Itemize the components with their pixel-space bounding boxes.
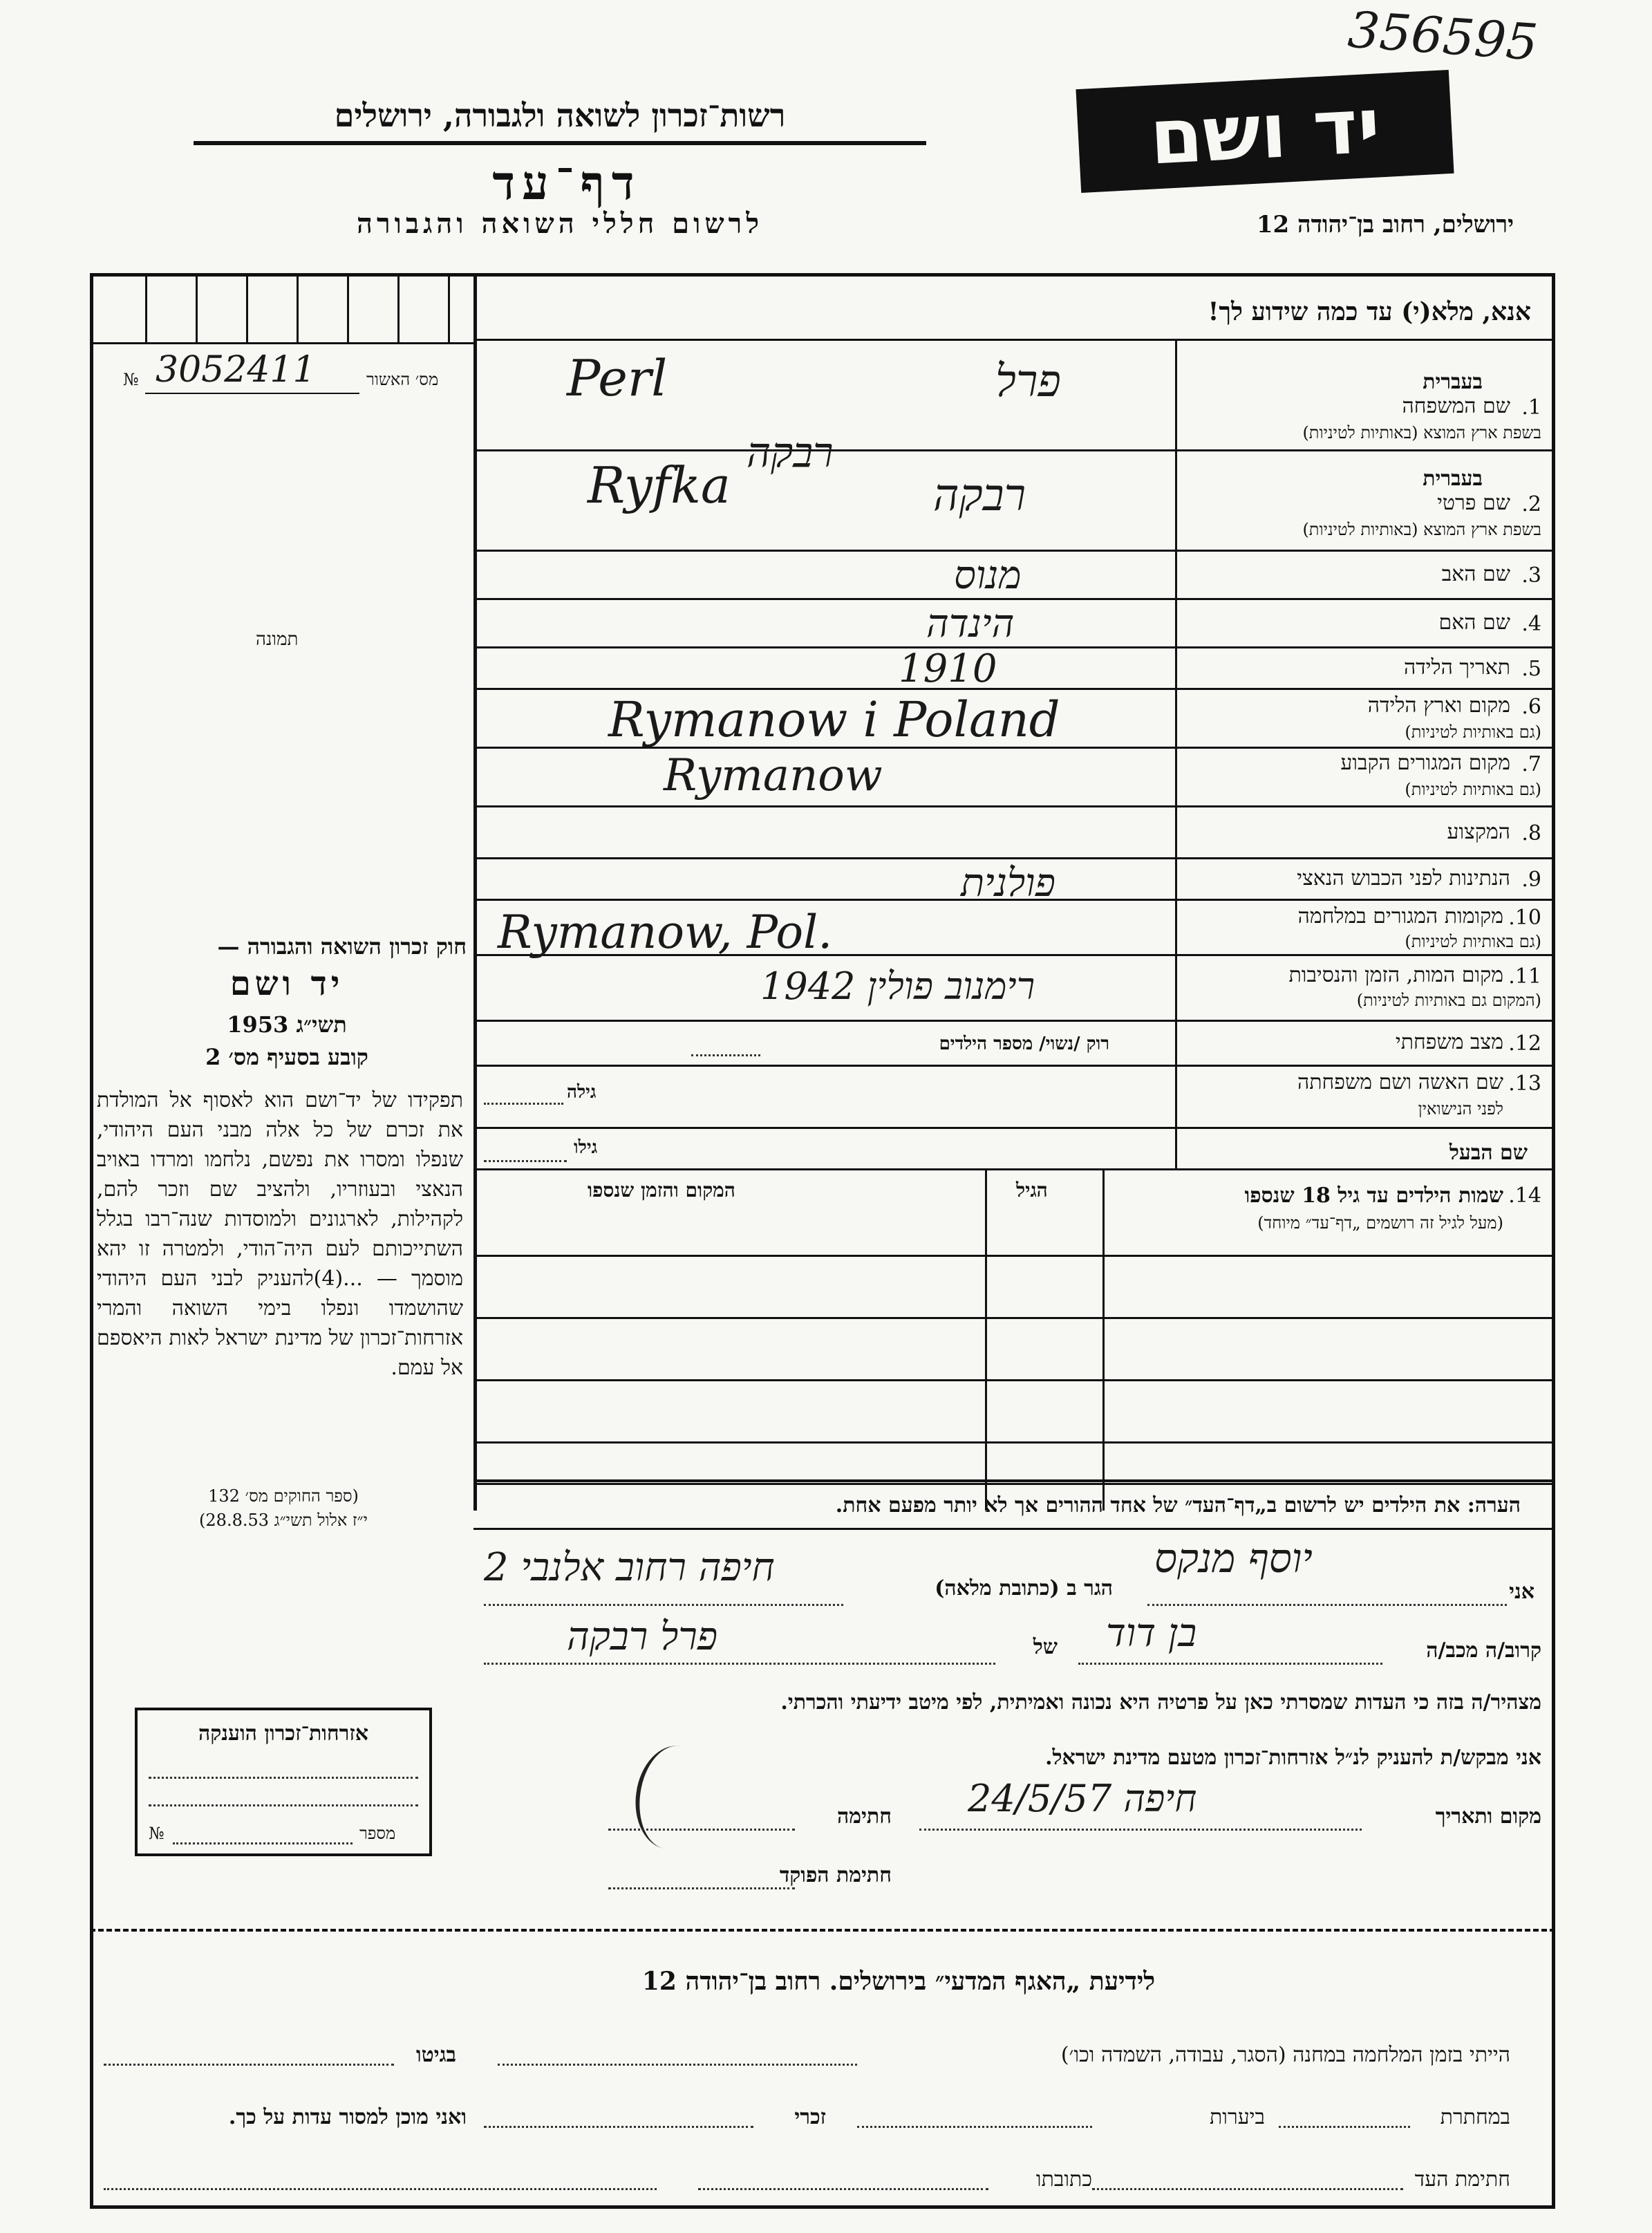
children-row-1 xyxy=(473,1255,1555,1257)
footer-testimony-label: ואני מוכן למסור עדות על כך. xyxy=(228,2105,467,2129)
field-11-num: 11. xyxy=(1508,964,1541,989)
citizenship-line-1 xyxy=(149,1777,418,1779)
field-1-lang: בעברית xyxy=(1423,370,1483,394)
field-1-label: שם המשפחה xyxy=(1402,394,1510,418)
field-12-label: מצב משפחתי xyxy=(1395,1030,1503,1054)
field-12-value: רוק /נשוי/ מספר הילדים xyxy=(939,1034,1109,1054)
field-13-sub: לפני הנישואין xyxy=(1418,1099,1503,1119)
citizenship-number-line xyxy=(173,1842,353,1844)
field-9-label: הנתינות לפני הכבוש הנאצי xyxy=(1297,866,1510,890)
remark-top-line xyxy=(473,1483,1555,1485)
footer-underground-label: במחתרת xyxy=(1440,2105,1510,2129)
law-source: (ספר החוקים מס׳ 132 xyxy=(208,1486,359,1506)
row-line-2 xyxy=(473,550,1555,552)
label-column-divider xyxy=(1175,339,1177,1168)
logo-text: יד ושם xyxy=(1147,81,1382,182)
footer-address-label: כתובתו xyxy=(1035,2167,1092,2192)
law-clause: קובע בסעיף מס׳ 2 xyxy=(205,1044,368,1070)
signature-line xyxy=(608,1829,795,1831)
field-9-value: פולנית xyxy=(961,861,1055,906)
field-14-num: 14. xyxy=(1508,1184,1541,1208)
footer-zachri-label: זכרי xyxy=(794,2105,826,2129)
law-title: חוק זכרון השואה והגבורה — xyxy=(217,933,467,960)
relation-line xyxy=(1078,1663,1382,1665)
law-source-date: י״ז אלול תשי״ג 28.8.53) xyxy=(199,1511,368,1530)
officer-signature-line xyxy=(608,1887,795,1889)
field-5-label: תאריך הלידה xyxy=(1403,655,1510,680)
field-10-label: מקומות המגורים במלחמה xyxy=(1297,904,1503,928)
field-1-hebrew-value: פרל xyxy=(995,356,1061,407)
field-1-latin-value: Perl xyxy=(567,349,668,407)
field-1-sub: בשפת ארץ המוצא (באותיות לטיניות) xyxy=(1302,423,1541,442)
field-2-num: 2. xyxy=(1521,492,1541,516)
field-11-sub: (המקום גם באותיות לטיניות) xyxy=(1356,991,1541,1010)
field-13-label: שם האשה ושם משפחתה xyxy=(1297,1070,1503,1094)
row-line-8 xyxy=(473,857,1555,859)
field-6-sub: (גם באותיות לטיניות) xyxy=(1405,722,1541,742)
field-5-num: 5. xyxy=(1521,657,1541,681)
remark-bottom-line xyxy=(473,1528,1555,1530)
row-line-3 xyxy=(473,598,1555,600)
field-6-value: Rymanow i Poland xyxy=(608,691,1060,748)
footer-forests-line xyxy=(857,2126,1092,2128)
relative-label: קרוב/ה מכב/ה xyxy=(1426,1638,1541,1663)
field-7-sub: (גם באותיות לטיניות) xyxy=(1405,780,1541,799)
footer-camp-label: הייתי בזמן המלחמה במחנה (הסגר, עבודה, השמדה וכו׳) xyxy=(1060,2043,1510,2067)
row-line-13 xyxy=(473,1127,1555,1129)
children-col-age: הגיל xyxy=(1016,1179,1048,1202)
field-4-label: שם האם xyxy=(1438,610,1510,635)
children-row-2 xyxy=(473,1317,1555,1319)
residing-label: הגר ב (כתובת מלאה) xyxy=(935,1576,1113,1600)
footer-forests-label: ביערות xyxy=(1209,2105,1265,2129)
field-2-sub: בשפת ארץ המוצא (באותיות לטיניות) xyxy=(1302,520,1541,539)
yad-vashem-logo xyxy=(1076,70,1454,193)
relation: בן דוד xyxy=(1106,1611,1197,1656)
footer-separator xyxy=(90,1929,1555,1932)
approval-no-mark: № xyxy=(123,370,139,389)
husband-age-line xyxy=(484,1160,567,1162)
footer-ghetto-line xyxy=(104,2064,394,2066)
field-9-num: 9. xyxy=(1521,868,1541,892)
footer-address-line xyxy=(698,2188,988,2190)
declaration: מצהיר/ה בזה כי העדות שמסרתי כאן על פרטיה היא נכונה ואמיתית, לפי מיטב ידיעתי והכרתי. xyxy=(780,1690,1541,1715)
footer-ghetto-label: בגיטו xyxy=(415,2043,456,2067)
law-name: יד ושם xyxy=(229,964,344,1003)
citizenship-title: אזרחות־זכרון הוענקה xyxy=(198,1721,369,1746)
field-7-num: 7. xyxy=(1521,752,1541,776)
field-3-num: 3. xyxy=(1521,563,1541,588)
citizenship-no-mark: № xyxy=(149,1824,165,1843)
relation-of: פרל רבקה xyxy=(567,1614,718,1659)
signature-label: חתימה xyxy=(837,1804,892,1829)
field-3-label: שם האב xyxy=(1441,562,1510,586)
field-3-value: מנוס xyxy=(954,553,1022,598)
remark: הערה: את הילדים יש לרשום ב„דף־העד״ של אחד ההורים אך לא יותר מפעם אחת. xyxy=(835,1493,1521,1517)
field-8-num: 8. xyxy=(1521,821,1541,845)
husband-age-label: גילו xyxy=(574,1137,598,1158)
row-line-14 xyxy=(473,1168,1555,1170)
law-text: תפקידו של יד־ושם הוא לאסוף אל המולדת את זכרם של כל אלה מבני העם היהודי, שנפלו ומסרו את נפשם, נלחמו ומרדו באויב הנאצי ובעוזריו, ולהציב שם וזכר להם, לקהילות, לארגונים ולמוסדות שנה־רבו בגלל השתייכותם לעם היה־הודי, ולמטרה זו יהא מוסמך — ...(4)להעניק לבני העם היהודי שהושמדו ונפלו בימי השואה והמרי אזרחות־זכרון של מדינת ישראל לאות היאספם אל עמם. xyxy=(97,1088,464,1380)
field-2-latin-value: Ryfka xyxy=(588,456,731,514)
field-5-value: 1910 xyxy=(899,646,997,691)
field-10-num: 10. xyxy=(1508,906,1541,930)
footer-underground-line xyxy=(1279,2126,1410,2128)
officer-signature-label: חתימת הפוקד xyxy=(779,1863,892,1887)
field-4-num: 4. xyxy=(1521,612,1541,636)
left-column-divider xyxy=(473,273,477,1511)
approval-hatch xyxy=(97,277,470,342)
field-2-lang: בעברית xyxy=(1423,467,1483,491)
approval-divider xyxy=(90,342,473,344)
footer-extra-line xyxy=(104,2188,657,2190)
row-line-4 xyxy=(473,646,1555,648)
approval-label: מס׳ האשור xyxy=(366,370,439,389)
form-title: דף־עד xyxy=(492,156,641,211)
relation-of-line xyxy=(484,1663,995,1665)
law-year: תשי״ג 1953 xyxy=(227,1011,347,1038)
row-line-5 xyxy=(473,688,1555,690)
footer-title: לידיעת „האגף המדעי״ בירושלים. רחוב בן־יהודה 12 xyxy=(641,1967,1156,1996)
footer-zachri-line xyxy=(484,2126,753,2128)
field-1-num: 1. xyxy=(1521,395,1541,420)
citizenship-number-label: מספר xyxy=(359,1824,396,1843)
instructions: אנא, מלא(י) עד כמה שידוע לך! xyxy=(1208,297,1531,326)
field-12-dotline xyxy=(691,1054,760,1056)
children-row-4 xyxy=(473,1441,1555,1443)
authority-name: רשות־זכרון לשואה ולגבורה, ירושלים xyxy=(194,97,926,145)
address: ירושלים, רחוב בן־יהודה 12 xyxy=(1256,211,1514,239)
archive-number: 356595 xyxy=(1346,0,1540,72)
approval-number: 3052411 xyxy=(156,349,316,391)
children-row-3 xyxy=(473,1379,1555,1381)
field-11-label: מקום המות, הזמן והנסיבות xyxy=(1288,963,1503,987)
children-bottom xyxy=(473,1479,1555,1482)
children-col-place: המקום והזמן שנספו xyxy=(588,1179,735,1202)
footer-witness-signature-line xyxy=(1092,2188,1403,2190)
footer-camp-line xyxy=(498,2064,857,2066)
place-date-label: מקום ותאריך xyxy=(1435,1804,1541,1829)
children-divider-a xyxy=(1102,1168,1105,1511)
place-date-line xyxy=(919,1829,1362,1831)
field-12-num: 12. xyxy=(1508,1031,1541,1056)
request: אני מבקש/ת להעניק לנ״ל אזרחות־זכרון מטעם מדינת ישראל. xyxy=(1045,1746,1541,1770)
field-11-value: רימנוב פולין 1942 xyxy=(760,964,1035,1008)
husband-label: שם הבעל xyxy=(1449,1141,1528,1165)
field-10-sub: (גם באותיות לטיניות) xyxy=(1405,932,1541,951)
citizenship-line-2 xyxy=(149,1804,418,1806)
field-10-value: Rymanow, Pol. xyxy=(498,906,833,959)
declarant-name: יוסף מנקס xyxy=(1154,1535,1313,1582)
declarant-address-line xyxy=(484,1604,843,1606)
field-14-label: שמות הילדים עד גיל 18 שנספו xyxy=(1244,1184,1503,1208)
declarant-address: חיפה רחוב אלנבי 2 xyxy=(484,1545,775,1590)
field-13-num: 13. xyxy=(1508,1072,1541,1096)
children-divider-b xyxy=(985,1168,987,1511)
field-8-label: המקצוע xyxy=(1447,820,1510,844)
field-6-label: מקום וארץ הלידה xyxy=(1367,693,1510,718)
wife-age-line xyxy=(484,1103,563,1105)
field-14-sub: (מעל לגיל זה רושמים „דף־עד״ מיוחד) xyxy=(1257,1213,1503,1233)
field-2-hebrew-value: רבקה xyxy=(933,470,1026,521)
field-1-hebrew-repeat: רבקה xyxy=(747,429,834,477)
field-6-num: 6. xyxy=(1521,695,1541,719)
row-line-11 xyxy=(473,1020,1555,1022)
form-subtitle: לרשום חללי השואה והגבורה xyxy=(356,207,764,240)
place-date: חיפה 24/5/57 xyxy=(968,1777,1197,1820)
of-label: של xyxy=(1033,1635,1058,1659)
row-line-7 xyxy=(473,805,1555,807)
photo-label: תמונה xyxy=(256,629,299,650)
wife-age-label: גילה xyxy=(567,1082,597,1103)
approval-bottom-line xyxy=(145,393,359,394)
declarant-i-label: אני xyxy=(1509,1580,1534,1604)
field-7-value: Rymanow xyxy=(664,750,883,801)
row-line-1 xyxy=(473,449,1555,451)
instructions-divider xyxy=(473,339,1555,341)
row-line-12 xyxy=(473,1065,1555,1067)
declarant-name-line xyxy=(1147,1604,1507,1606)
footer-witness-signature-label: חתימת העד xyxy=(1414,2167,1510,2192)
field-4-value: הינדה xyxy=(926,601,1015,646)
field-2-label: שם פרטי xyxy=(1437,491,1510,515)
field-7-label: מקום המגורים הקבוע xyxy=(1340,751,1510,775)
